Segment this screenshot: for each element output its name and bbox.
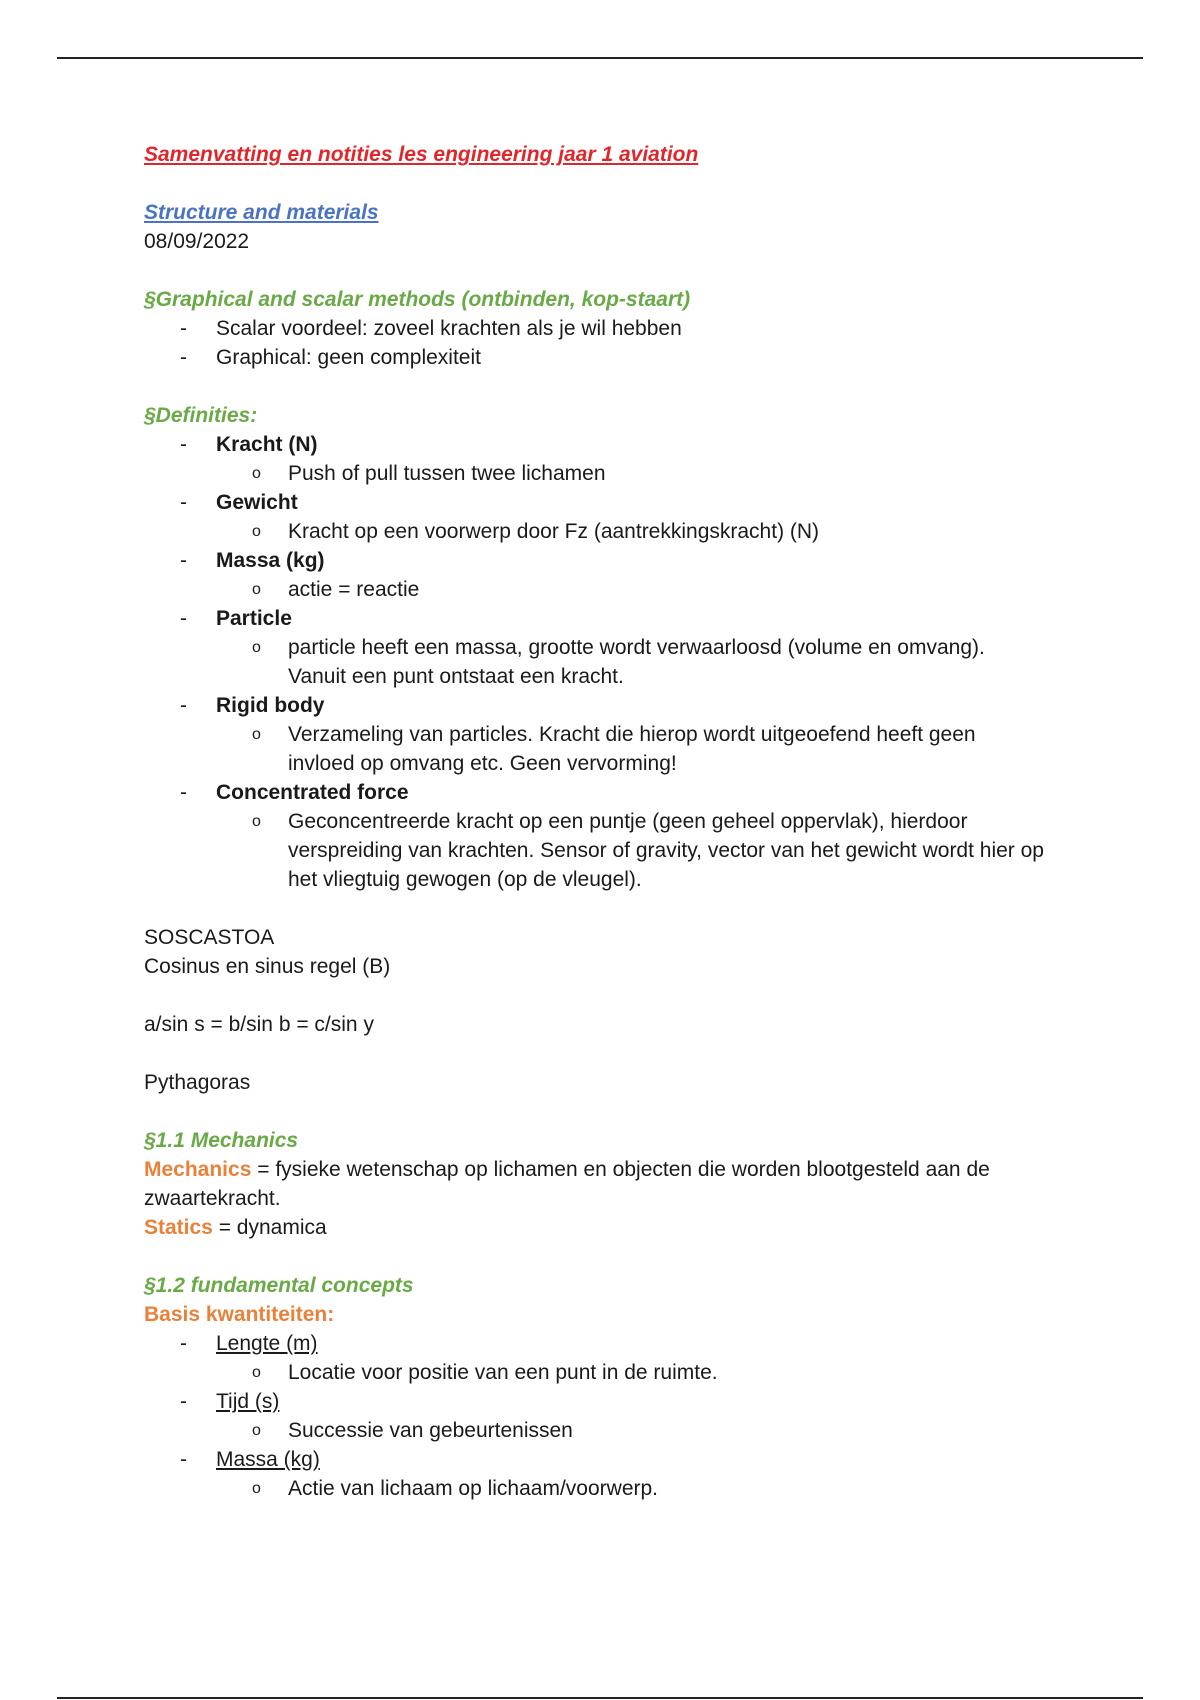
- list-item-text: Scalar voordeel: zoveel krachten als je wil hebben: [216, 317, 682, 340]
- definition-text: actie = reactie: [288, 578, 420, 601]
- pythagoras-note: Pythagoras: [144, 1071, 251, 1094]
- statics-definition: [144, 1213, 1044, 1242]
- dash-marker: -: [180, 317, 187, 340]
- definition-term: Massa (kg): [216, 549, 325, 572]
- list-item: [144, 343, 1044, 372]
- circle-marker: o: [252, 465, 261, 482]
- quantity-text: Locatie voor positie van een punt in de ruimte.: [288, 1361, 718, 1384]
- definities-heading: §Definities:: [144, 404, 258, 427]
- definition-term: Particle: [216, 607, 292, 630]
- list-item-text: Graphical: geen complexiteit: [216, 346, 481, 369]
- definition-text: Geconcentreerde kracht op een puntje (geen geheel oppervlak), hierdoor verspreiding van krachten. Sensor of gravity, vector van het gewicht wordt hier op het vliegtuig gewogen (op de vleugel).: [288, 810, 1044, 891]
- definition-sub: [216, 459, 1044, 488]
- fundamental-heading: §1.2 fundamental concepts: [144, 1274, 414, 1297]
- quantity-text: Successie van gebeurtenissen: [288, 1419, 573, 1442]
- fundamental-subheading: Basis kwantiteiten:: [144, 1303, 335, 1326]
- circle-marker: o: [252, 639, 261, 656]
- quantity-term: Lengte (m): [216, 1332, 318, 1355]
- soscastoa-note: SOSCASTOA: [144, 926, 275, 949]
- statics-text: = dynamica: [212, 1216, 327, 1239]
- sine-rule-formula: a/sin s = b/sin b = c/sin y: [144, 1013, 374, 1036]
- quantity-term: Massa (kg): [216, 1448, 320, 1471]
- circle-marker: o: [252, 813, 261, 830]
- definition-term: Concentrated force: [216, 781, 409, 804]
- quantity-term: Tijd (s): [216, 1390, 280, 1413]
- section-name: Structure and materials: [144, 201, 379, 224]
- circle-marker: o: [252, 1480, 261, 1497]
- dash-marker: -: [180, 1332, 187, 1355]
- dash-marker: -: [180, 491, 187, 514]
- quantity-sub: [216, 1416, 1044, 1445]
- circle-marker: o: [252, 1422, 261, 1439]
- dash-marker: -: [180, 346, 187, 369]
- definition-item: [144, 430, 1044, 488]
- document-body: [144, 140, 1044, 1503]
- circle-marker: o: [252, 726, 261, 743]
- mechanics-term: Mechanics: [144, 1158, 252, 1181]
- circle-marker: o: [252, 523, 261, 540]
- dash-marker: -: [180, 1448, 187, 1471]
- circle-marker: o: [252, 1364, 261, 1381]
- definition-text: Push of pull tussen twee lichamen: [288, 462, 606, 485]
- bottom-rule: [57, 1697, 1143, 1699]
- graphical-list: [144, 314, 1044, 372]
- definition-sub: [216, 633, 1044, 691]
- dash-marker: -: [180, 1390, 187, 1413]
- fundamental-list: [144, 1329, 1044, 1503]
- dash-marker: -: [180, 781, 187, 804]
- definition-item: [144, 488, 1044, 546]
- top-rule: [57, 57, 1143, 59]
- definition-text: Kracht op een voorwerp door Fz (aantrekkingskracht) (N): [288, 520, 820, 543]
- quantity-text: Actie van lichaam op lichaam/voorwerp.: [288, 1477, 659, 1500]
- dash-marker: -: [180, 433, 187, 456]
- cosinus-note: Cosinus en sinus regel (B): [144, 955, 391, 978]
- definition-item: [144, 604, 1044, 691]
- dash-marker: -: [180, 549, 187, 572]
- definition-term: Rigid body: [216, 694, 325, 717]
- dash-marker: -: [180, 694, 187, 717]
- circle-marker: o: [252, 581, 261, 598]
- definition-item: [144, 546, 1044, 604]
- document-title: Samenvatting en notities les engineering jaar 1 aviation: [144, 143, 699, 166]
- quantity-item: [144, 1387, 1044, 1445]
- dash-marker: -: [180, 607, 187, 630]
- mechanics-text: = fysieke wetenschap op lichamen en objecten die worden blootgesteld aan de zwaartekracht.: [144, 1158, 990, 1210]
- list-item: [144, 314, 1044, 343]
- mechanics-definition: [144, 1155, 1044, 1213]
- section-date: 08/09/2022: [144, 230, 250, 253]
- definities-list: [144, 430, 1044, 894]
- statics-term: Statics: [144, 1216, 213, 1239]
- mechanics-heading: §1.1 Mechanics: [144, 1129, 299, 1152]
- definition-sub: [216, 575, 1044, 604]
- quantity-item: [144, 1445, 1044, 1503]
- definition-text: Verzameling van particles. Kracht die hierop wordt uitgeoefend heeft geen invloed op omvang etc. Geen vervorming!: [288, 723, 976, 775]
- definition-item: [144, 778, 1044, 894]
- definition-sub: [216, 517, 1044, 546]
- definition-term: Gewicht: [216, 491, 298, 514]
- quantity-item: [144, 1329, 1044, 1387]
- graphical-heading: §Graphical and scalar methods (ontbinden, kop-staart): [144, 288, 691, 311]
- definition-text: particle heeft een massa, grootte wordt verwaarloosd (volume en omvang). Vanuit een punt ontstaat een kracht.: [288, 636, 985, 688]
- quantity-sub: [216, 1358, 1044, 1387]
- definition-sub: [216, 720, 1044, 778]
- definition-term: Kracht (N): [216, 433, 318, 456]
- definition-item: [144, 691, 1044, 778]
- definition-sub: [216, 807, 1044, 894]
- quantity-sub: [216, 1474, 1044, 1503]
